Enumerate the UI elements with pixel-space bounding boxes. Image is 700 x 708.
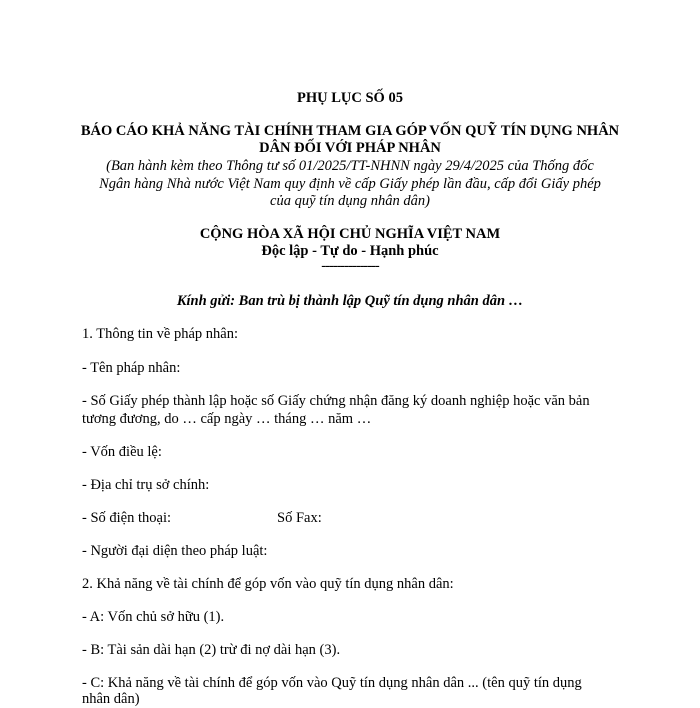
addressee: Kính gửi: Ban trù bị thành lập Quỹ tín dụng nhân dân … [176, 293, 524, 309]
country-name: CỘNG HÒA XÃ HỘI CHỦ NGHĨA VIỆT NAM [199, 226, 501, 242]
section-1-heading: 1. Thông tin về pháp nhân: [82, 326, 238, 342]
issued-note-line-1: (Ban hành kèm theo Thông tư số 01/2025/TT-NHNN ngày 29/4/2025 của Thống đốc [106, 158, 594, 174]
field-head-office: - Địa chỉ trụ sở chính: [82, 477, 210, 493]
field-fax: Số Fax: [277, 510, 322, 526]
issued-note-line-3: của quỹ tín dụng nhân dân) [270, 193, 430, 209]
item-c-line-1: - C: Khả năng về tài chính để góp vốn vào Quỹ tín dụng nhân dân ... (tên quỹ tín dụng [82, 675, 582, 691]
motto: Độc lập - Tự do - Hạnh phúc [261, 243, 439, 259]
phone-fax-row [82, 509, 622, 527]
field-license-line-1: - Số Giấy phép thành lập hoặc số Giấy chứng nhận đăng ký doanh nghiệp hoặc văn bản [82, 393, 590, 409]
item-a: - A: Vốn chủ sở hữu (1). [82, 609, 225, 625]
field-charter-capital: - Vốn điều lệ: [82, 444, 162, 460]
appendix-title: PHỤ LỤC SỐ 05 [297, 90, 403, 106]
field-legal-entity-name: - Tên pháp nhân: [82, 360, 181, 376]
field-license-line-2: tương đương, do … cấp ngày … tháng … năm … [82, 411, 372, 427]
header-separator: --------------- [321, 258, 379, 274]
item-b: - B: Tài sản dài hạn (2) trừ đi nợ dài hạn (3). [82, 642, 341, 658]
report-title-line-1: BÁO CÁO KHẢ NĂNG TÀI CHÍNH THAM GIA GÓP VỐN QUỸ TÍN DỤNG NHÂN [80, 123, 620, 139]
field-legal-representative: - Người đại diện theo pháp luật: [82, 543, 268, 559]
item-c-line-2: nhân dân) [82, 691, 140, 707]
report-title-line-2: DÂN ĐỐI VỚI PHÁP NHÂN [259, 140, 441, 156]
field-phone: - Số điện thoại: [82, 510, 172, 526]
section-2-heading: 2. Khả năng về tài chính để góp vốn vào quỹ tín dụng nhân dân: [82, 576, 454, 592]
issued-note-line-2: Ngân hàng Nhà nước Việt Nam quy định về cấp Giấy phép lần đầu, cấp đổi Giấy phép [99, 176, 601, 192]
